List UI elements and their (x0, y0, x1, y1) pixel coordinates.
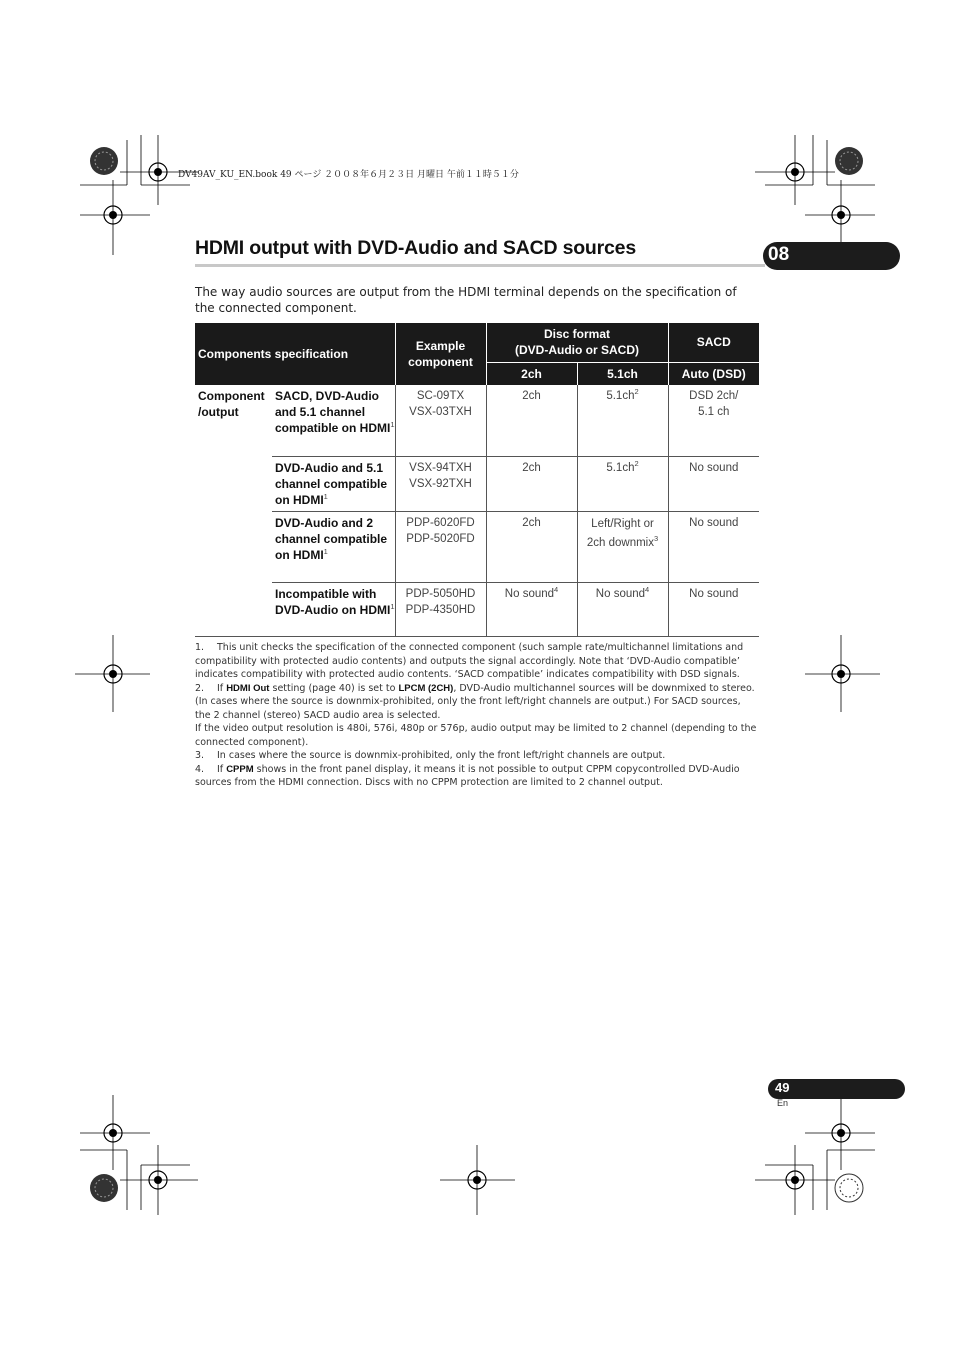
5-1ch-cell: Left/Right or 2ch downmix$^3$ (577, 511, 668, 582)
intro-paragraph: The way audio sources are output from the HDMI terminal depends on the specification of the connected component. (195, 285, 737, 315)
spec-cell: Incompatible with DVD-Audio on HDMI$^1$ (272, 582, 395, 636)
2ch-cell: No sound$^4$ (486, 582, 577, 636)
page-language: En (777, 1098, 789, 1108)
5-1ch-cell: No sound$^4$ (577, 582, 668, 636)
example-cell: VSX-94TXH VSX-92TXH (395, 456, 486, 511)
page-number: 49 (775, 1080, 790, 1095)
2ch-cell: 2ch (486, 456, 577, 511)
chapter-number: 08 (768, 244, 790, 265)
header-5-1ch: 5.1ch (577, 362, 668, 385)
header-components-spec: Components specification (195, 323, 395, 385)
footnote-2: 2. If HDMI Out setting (page 40) is set to LPCM (2CH), DVD-Audio multichannel sources will be downmixed to stereo. (In cases where the source is downmix-prohibited, only the front left/right channels are output.) For SACD sources, the 2 channel (stereo) SACD audio area is selected. (195, 682, 755, 721)
print-header-line: DV49AV_KU_EN.book 49 ページ ２００８年６月２３日 月曜日 午前１１時５１分 (178, 170, 519, 180)
spec-cell: DVD-Audio and 5.1 channel compatible on HDMI$^1$ (272, 456, 395, 511)
auto-dsd-cell: No sound (668, 582, 759, 636)
spec-cell: DVD-Audio and 2 channel compatible on HDMI$^1$ (272, 511, 395, 582)
2ch-cell: 2ch (486, 385, 577, 456)
header-example-component: Example component (395, 323, 486, 385)
auto-dsd-cell: No sound (668, 456, 759, 511)
header-auto-dsd: Auto (DSD) (668, 362, 759, 385)
example-cell: PDP-5050HD PDP-4350HD (395, 582, 486, 636)
page-title: HDMI output with DVD-Audio and SACD sources (195, 237, 636, 259)
header-2ch: 2ch (486, 362, 577, 385)
header-sacd: SACD (668, 323, 759, 362)
2ch-cell: 2ch (486, 511, 577, 582)
auto-dsd-cell: No sound (668, 511, 759, 582)
5-1ch-cell: $5.1ch^2$ (577, 385, 668, 456)
header-disc-format: Disc format (DVD-Audio or SACD) (486, 323, 668, 362)
hdmi-output-table (195, 323, 759, 637)
footnotes (195, 641, 758, 790)
footnote-1: 1. This unit checks the specification of the connected component (such sample rate/multichannel limitations and compatibility with protected audio contents) and outputs the signal accordingly. Note that ‘DVD-Audio compatible’ indicates compatibility with protected audio contents. ‘SACD compatible’ indicates compatibility with DSD signals. (195, 642, 744, 680)
spec-cell: SACD, DVD-Audio and 5.1 channel compatible on HDMI$^1$ (272, 385, 395, 456)
auto-dsd-cell: DSD 2ch/ 5.1 ch (668, 385, 759, 456)
footnote-4: 4. If CPPM shows in the front panel display, it means it is not possible to output CPPM copycontrolled DVD-Audio sources from the HDMI connection. Discs with no CPPM protection are limited to 2 channel output. (195, 763, 740, 788)
5-1ch-cell: $5.1ch^2$ (577, 456, 668, 511)
example-cell: PDP-6020FD PDP-5020FD (395, 511, 486, 582)
footnote-3: 3. In cases where the source is downmix-prohibited, only the front left/right channels are output. (195, 750, 666, 761)
example-cell: SC-09TX VSX-03TXH (395, 385, 486, 456)
footnote-2-cont: If the video output resolution is 480i, 576i, 480p or 576p, audio output may be limited to 2 channel (depending to the connected component). (195, 723, 757, 748)
title-underline (195, 264, 765, 267)
group-label: Component /output (195, 385, 272, 636)
